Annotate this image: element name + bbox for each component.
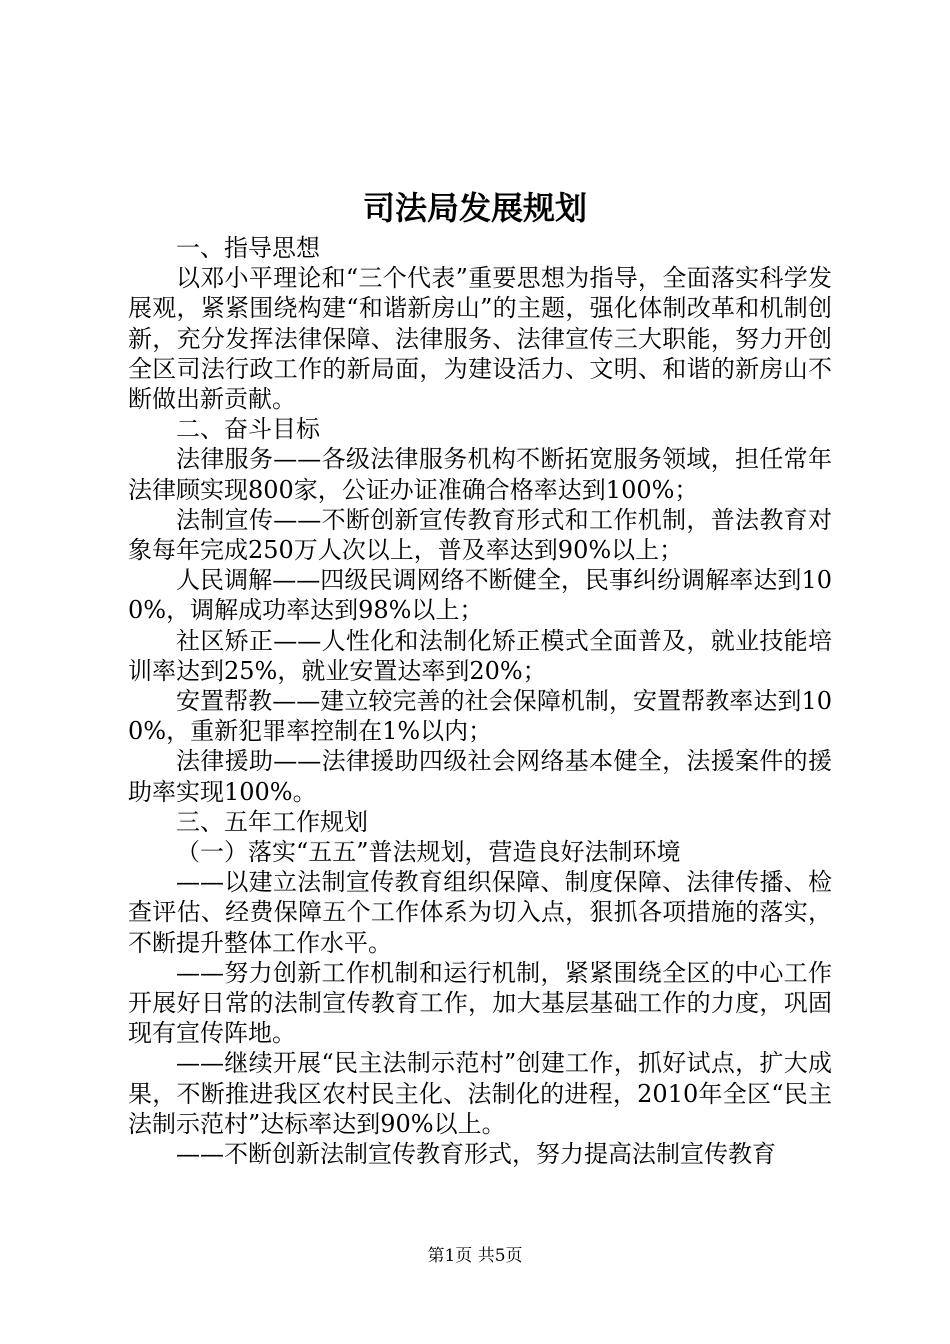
paragraph: 社区矫正——人性化和法制化矫正模式全面普及，就业技能培训率达到25%，就业安置达率到20%； <box>128 626 832 685</box>
section-heading: 三、五年工作规划 <box>176 807 368 836</box>
paragraph: ——继续开展“民主法制示范村”创建工作，抓好试点，扩大成果，不断推进我区农村民主化、法制化的进程，2010年全区“民主法制示范村”达标率达到90%以上。 <box>128 1049 832 1138</box>
paragraph: 法律服务——各级法律服务机构不断拓宽服务领域，担任常年法律顾实现800家，公证办证准确合格率达到100%； <box>128 445 832 504</box>
paragraph: 法制宣传——不断创新宣传教育形式和工作机制，普法教育对象每年完成250万人次以上，普及率达到90%以上； <box>128 505 832 565</box>
document-title: 司法局发展规划 <box>362 189 587 227</box>
paragraph: ——以建立法制宣传教育组织保障、制度保障、法律传播、检查评估、经费保障五个工作体系为切入点，狠抓各项措施的落实，不断提升整体工作水平。 <box>128 868 832 957</box>
paragraph: ——努力创新工作机制和运行机制，紧紧围绕全区的中心工作开展好日常的法制宣传教育工作，加大基层基础工作的力度，巩固现有宣传阵地。 <box>128 958 832 1048</box>
subsection-heading: （一）落实“五五”普法规划，营造良好法制环境 <box>176 838 681 867</box>
paragraph: ——不断创新法制宣传教育形式，努力提高法制宣传教育 <box>176 1140 776 1169</box>
paragraph: 以邓小平理论和“三个代表”重要思想为指导，全面落实科学发展观，紧紧围绕构建“和谐新房山”的主题，强化体制改革和机制创新，充分发挥法律保障、法律服务、法律宣传三大职能，努力开创全区司法行政工作的新局面，为建设活力、文明、和谐的新房山不断做出新贡献。 <box>128 264 832 414</box>
paragraph: 法律援助——法律援助四级社会网络基本健全，法援案件的援助率实现100%。 <box>128 747 832 806</box>
section-heading: 二、奋斗目标 <box>176 415 320 444</box>
paragraph: 人民调解——四级民调网络不断健全，民事纠纷调解率达到100%，调解成功率达到98%以上； <box>128 566 832 625</box>
section-heading: 一、指导思想 <box>176 234 320 262</box>
page-number: 第1页 共5页 <box>427 1246 523 1266</box>
paragraph: 安置帮教——建立较完善的社会保障机制，安置帮教率达到100%，重新犯罪率控制在1%以内； <box>128 687 832 746</box>
document-body <box>128 233 832 1169</box>
